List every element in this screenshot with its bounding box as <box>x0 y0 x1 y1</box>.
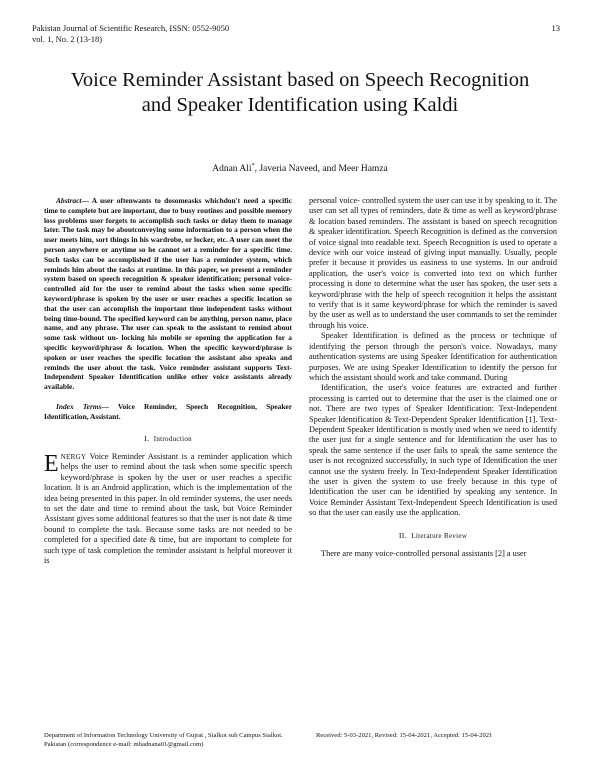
abstract-text: — A user oftenwants to dosomeasks whichdon't need a specific time to complete but are important, due to busy routines and possible memory loss problems user forgets to accomplish such tasks or delay them to manage later. The task may be aboutconveying some information to a person when the user meets him, sort things in his wardrobe, or locker, etc. A user can meet the person anywhere or anytime so he cannot set a reminder for a specific time. Such tasks can be accomplished if the user has a reminder system, which reminds him about the tasks at runtime. In this paper, we present a reminder system based on speech recognition & speaker identification; personal voice- controlled aid for the user to remind about the tasks when some specific keyword/phrase is spoken by the user or user reaches a specific location so that the user can accomplish the important time independent tasks without being time-bound. The specified keyword can be anything, person name, place name, and any phrase. The user can speak to the assistant to remind about some task without un- locking his mobile or opening the application for a specific keyword/phrase & location. When the specific keyword/phrase is spoken or user reaches the specific location the assistant also speaks and reminds the user about the task. Voice reminder assistant supports Text-Independent Speaker Identification unlike other voice assistants already available. <box>44 196 292 392</box>
drop-cap: E <box>44 450 59 477</box>
author-first-mark: * <box>251 163 255 169</box>
section-heading-literature-review <box>309 531 557 541</box>
section-heading-introduction <box>44 434 292 444</box>
left-column <box>44 196 292 566</box>
affiliation-footnote: Department of Information Technology University of Gujrat , Sialkot sub Campus Sialkot. Pakistan (correspondence e-mail: mhadnana01@gmail.com) <box>44 732 283 748</box>
index-terms-label: Index Terms <box>56 401 102 411</box>
section-title: Introduction <box>153 434 192 443</box>
journal-info <box>32 23 229 45</box>
abstract-label: Abstract <box>56 196 82 205</box>
abstract <box>44 196 292 392</box>
journal-volume: vol. 1, No. 2 (13-18) <box>32 34 103 44</box>
page-number: 13 <box>551 23 560 33</box>
received-dates: Received: 5-03-2021, Revised: 15-04-2021, Accepted: 15-04-2021 <box>316 732 493 739</box>
body-paragraph: Speaker Identification is defined as the process or technique of identifying the person through the person's voice. Nowadays, many authentication systems are using Speaker Identification for authentication purposes. We are using Speaker Identification to identify the person for which the assistant should work and take command. During <box>309 331 557 382</box>
body-paragraph: There are many voice-controlled personal assistants [2] a user <box>321 549 527 558</box>
paper-title: Voice Reminder Assistant based on Speech Recognition and Speaker Identification using Kaldi <box>70 69 530 116</box>
section-number: I. <box>144 433 150 443</box>
journal-name: Pakistan Journal of Scientific Research, ISSN: 0552-9050 <box>32 23 230 33</box>
section-number: II. <box>398 530 407 540</box>
intro-paragraph <box>44 452 292 566</box>
author-others: , Javeria Naveed, and Meer Hamza <box>254 164 388 175</box>
author-first: Adnan Ali <box>212 164 252 175</box>
section-title: Literature Review <box>411 531 468 540</box>
index-terms <box>44 402 292 422</box>
intro-first-word: NERGY <box>60 452 87 461</box>
intro-text: Voice Reminder Assistant is a reminder application which helps the user to remind about the task when some specific speech keyword/phrase is spoken by the user or user reaches a specific location. It is an Android application, which is the implementation of the idea being presented in this paper. In old reminder systems, the user needs to set the date and time to remind about the task, but Voice Reminder Assistant gives some additional features so that the user is not date & time bound to complete the task. Because some tasks are not needed to be completed for a specified date & time, but are important to complete for such type of task completion the reminder assistant is helpful moreover it is <box>44 451 292 565</box>
body-paragraph: Identification, the user's voice features are extracted and further processing is carried out to determine that the user is the claimed one or not. There are two types of Speaker Identification: Text-Independent Speaker Identification & Text-Dependent Speaker Identification [1]. Text-Dependent Speaker Identification is mostly used when we need to identify the user just for a single sentence and for Identification the user has to speak the same sentence if the user fails to speak the same sentence the user is not recognized successfully, in such type of Identification the user cannot use the system freely. In Text-Independent Speaker Identification the user is given the system to use freely because in this type of Identification the user can be identified by speaking any sentence. In Voice Reminder Assistant Text-Independent Speech Identification is used so that the user can easily use the application. <box>309 383 557 518</box>
author-list <box>0 163 600 174</box>
right-column <box>309 196 557 559</box>
body-paragraph: personal voice- controlled system the user can use it by speaking to it. The user can set all types of reminders, date & time as well as keyword/phrase & location based reminders. The assistant is based on speech recognition & speaker identification. Speech Recognition is defined as the conversion of voice signal into readable text. Speech Recognition is used to operate a device with our voice instead of giving input manually. Usually, people prefer it because it provides us easiness to use systems. In our android application, the user's voice is converted into text on which further processing is done to determine what the user has spoken, the user sets a keyword/phrase with the help of speech recognition it helps the assistant to verify that is it same keyword/phrase for which the reminder is saved by the user as well as to understand the user commands to set the reminder through his voice. <box>309 196 557 330</box>
index-terms-text: — Voice Reminder, Speech Recognition, Speaker Identification, Assistant. <box>44 401 292 421</box>
